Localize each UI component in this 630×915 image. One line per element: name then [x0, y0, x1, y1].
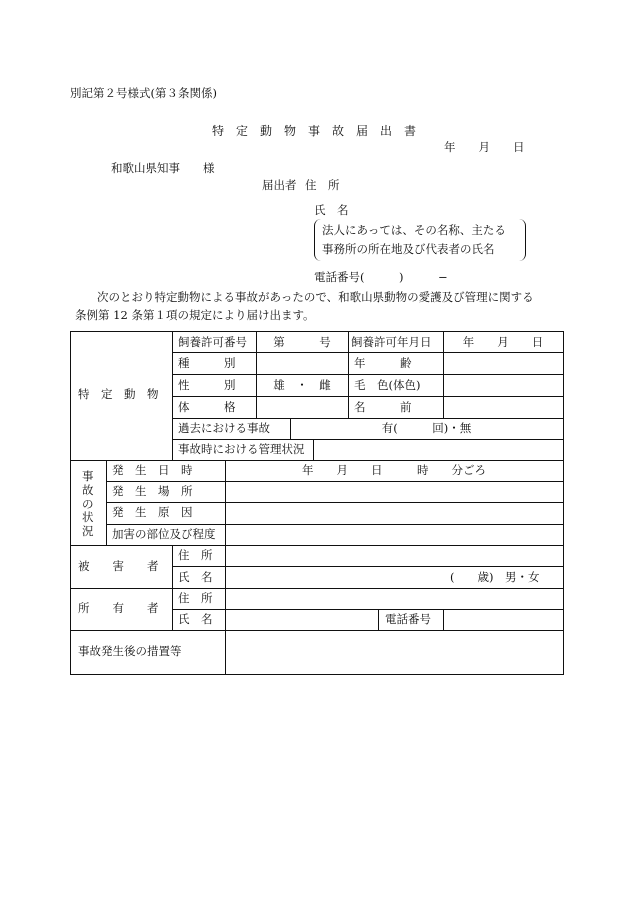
form-grid	[70, 331, 563, 674]
grid-line	[378, 609, 379, 631]
post-accident-measures-label: 事故発生後の措置等	[78, 644, 182, 658]
grid-line	[70, 331, 71, 675]
management-status-field[interactable]	[314, 440, 563, 460]
victim-name-label: 氏 名	[178, 570, 213, 584]
species-label: 種 別	[178, 356, 236, 370]
submission-date: 年 月 日	[444, 140, 525, 154]
past-accident-label: 過去における事故	[178, 421, 270, 435]
sex-field[interactable]: 雄 ・ 雌	[273, 378, 331, 392]
document-title: 特 定 動 物 事 故 届 出 書	[212, 124, 417, 138]
past-accident-field[interactable]: 有( 回)・無	[381, 421, 472, 435]
occurrence-place-label: 発 生 場 所	[112, 484, 193, 498]
applicant-phone: 電話番号( ) −	[314, 270, 448, 284]
owner-section-label: 所 有 者	[78, 601, 159, 615]
species-field[interactable]	[257, 353, 348, 374]
owner-phone-label: 電話番号	[385, 612, 431, 626]
victim-section-label: 被 害 者	[78, 559, 159, 573]
body-size-field[interactable]	[257, 397, 348, 418]
occurrence-cause-field[interactable]	[226, 503, 563, 524]
occurrence-place-field[interactable]	[226, 482, 563, 502]
grid-line	[70, 460, 564, 461]
permit-date-field[interactable]: 年 月 日	[462, 335, 544, 349]
owner-name-label: 氏 名	[178, 612, 213, 626]
intro-line1: 次のとおり特定動物による事故があったので、和歌山県動物の愛護及び管理に関する	[97, 290, 534, 304]
injury-detail-field[interactable]	[226, 525, 563, 545]
owner-phone-field[interactable]	[444, 610, 563, 630]
grid-line	[172, 566, 564, 567]
form-number: 別記第２号様式(第３条関係)	[70, 86, 217, 100]
applicant-label: 届出者	[262, 178, 297, 192]
applicant-address-label: 住 所	[305, 178, 340, 192]
permit-number-field[interactable]: 第 号	[273, 335, 331, 349]
fur-color-label: 毛 色(体色)	[354, 378, 421, 392]
grid-line	[172, 331, 173, 461]
occurrence-datetime-field[interactable]: 年 月 日 時 分ごろ	[302, 463, 486, 477]
victim-age-sex-field[interactable]: ( 歳) 男・女	[450, 570, 540, 584]
grid-line	[172, 545, 173, 631]
addressee: 和歌山県知事 様	[111, 161, 215, 175]
fur-color-field[interactable]	[444, 375, 563, 396]
animal-name-label: 名 前	[354, 400, 412, 414]
permit-number-label: 飼養許可番号	[178, 335, 247, 349]
applicant-name-label: 氏 名	[314, 203, 349, 217]
grid-line	[70, 331, 564, 332]
management-status-label: 事故時における管理状況	[178, 442, 305, 456]
sex-label: 性 別	[178, 378, 236, 392]
occurrence-datetime-label: 発 生 日 時	[112, 463, 193, 477]
owner-address-label: 住 所	[178, 591, 213, 605]
occurrence-cause-label: 発 生 原 因	[112, 505, 193, 519]
accident-section-label: 事故の状況	[82, 469, 94, 539]
owner-name-field[interactable]	[226, 610, 378, 630]
age-field[interactable]	[444, 353, 563, 374]
grid-line	[348, 331, 349, 419]
intro-line2: 条例第 12 条第１項の規定により届け出ます。	[75, 308, 315, 322]
permit-date-label: 飼養許可年月日	[351, 335, 432, 349]
grid-line	[172, 418, 564, 419]
grid-line	[70, 674, 564, 675]
owner-address-field[interactable]	[226, 589, 563, 609]
grid-line	[290, 418, 291, 440]
injury-detail-label: 加害の部位及び程度	[112, 527, 216, 541]
victim-address-field[interactable]	[226, 546, 563, 566]
animal-section-label: 特 定 動 物	[78, 387, 159, 401]
grid-line	[563, 331, 564, 675]
corporation-note-line2: 事務所の所在地及び代表者の氏名	[322, 242, 495, 256]
corporation-note-line1: 法人にあっては、その名称、主たる	[322, 223, 506, 237]
age-label: 年 齢	[354, 356, 412, 370]
victim-address-label: 住 所	[178, 548, 213, 562]
post-accident-measures-field[interactable]	[226, 631, 563, 674]
grid-line	[106, 460, 107, 546]
body-size-label: 体 格	[178, 400, 236, 414]
animal-name-field[interactable]	[444, 397, 563, 418]
